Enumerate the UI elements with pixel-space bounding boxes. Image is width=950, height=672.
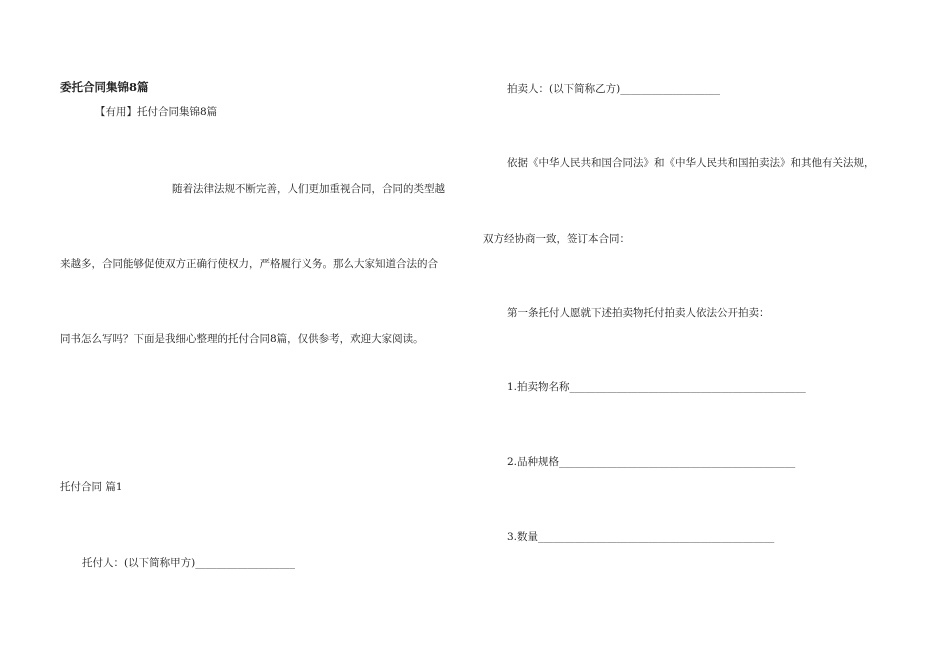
legal-basis-line-1: 依据《中华人民共和国合同法》和《中华人民共和国拍卖法》和其他有关法规， bbox=[507, 157, 875, 169]
document-title: 委托合同集锦8篇 bbox=[60, 80, 149, 94]
item-name-field: 1.拍卖物名称_____________________________________________ bbox=[507, 381, 806, 393]
item-spec-field: 2.品种规格_____________________________________________ bbox=[507, 456, 796, 468]
intro-paragraph-line-1: 随着法律法规不断完善，人们更加重视合同，合同的类型越 bbox=[172, 183, 445, 195]
intro-paragraph-line-3: 同书怎么写吗？下面是我细心整理的托付合同8篇，仅供参考，欢迎大家阅读。 bbox=[60, 333, 424, 345]
section-heading: 托付合同 篇1 bbox=[60, 481, 123, 493]
item-quantity-field: 3.数量_____________________________________________ bbox=[507, 531, 775, 543]
legal-basis-line-2: 双方经协商一致，签订本合同： bbox=[483, 233, 630, 245]
party-a-line: 托付人：(以下简称甲方)___________________ bbox=[82, 557, 295, 569]
intro-paragraph-line-2: 来越多，合同能够促使双方正确行使权力，严格履行义务。那么大家知道合法的合 bbox=[60, 258, 438, 270]
document-subtitle: 【有用】托付合同集锦8篇 bbox=[95, 106, 218, 118]
party-b-line: 拍卖人：(以下简称乙方)___________________ bbox=[507, 83, 720, 95]
article-1: 第一条托付人愿就下述拍卖物托付拍卖人依法公开拍卖： bbox=[507, 307, 770, 319]
